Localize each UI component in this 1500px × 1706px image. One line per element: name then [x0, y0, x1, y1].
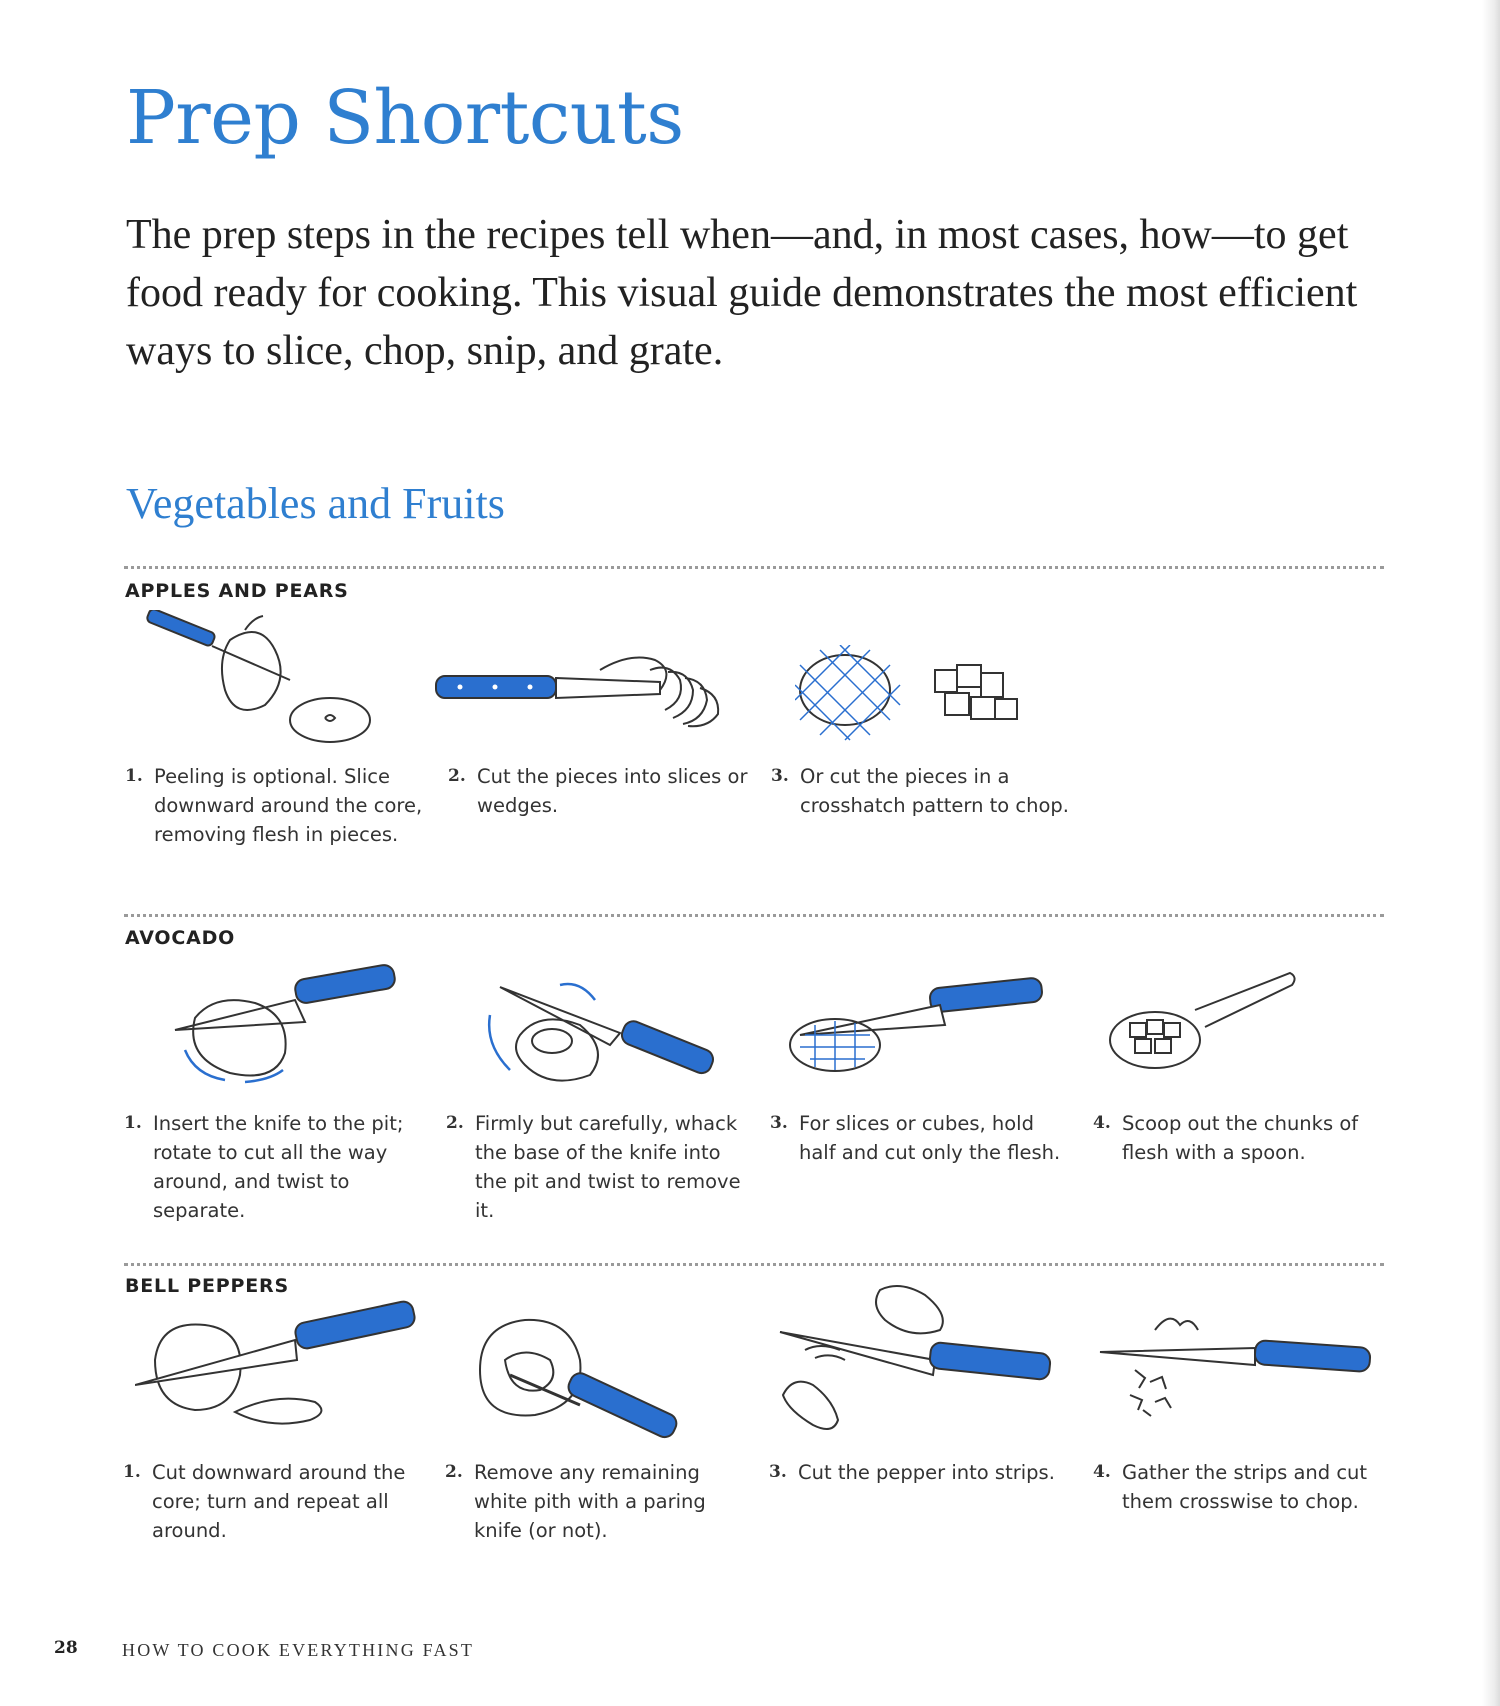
- step-text: Firmly but carefully, whack the base of the knife into the pit and twist to remove it.: [475, 1112, 741, 1222]
- avocado-step-1: [124, 1109, 424, 1225]
- step-number: 3.: [769, 1462, 787, 1482]
- avocado-step-3: [770, 1109, 1070, 1167]
- page-edge: [1482, 0, 1500, 1706]
- peppers-step-4: [1093, 1458, 1393, 1516]
- step-text: Cut downward around the core; turn and repeat all around.: [152, 1461, 406, 1542]
- apples-step-3: [771, 762, 1071, 820]
- avocado-cut-illustration: [165, 960, 405, 1090]
- pepper-core-illustration: [135, 1300, 425, 1435]
- step-number: 3.: [771, 766, 789, 786]
- pepper-strips-illustration: [775, 1280, 1055, 1440]
- pepper-chop-illustration: [1095, 1310, 1375, 1435]
- step-text: Cut the pepper into strips.: [798, 1461, 1055, 1484]
- section-heading-apples: APPLES AND PEARS: [125, 580, 349, 602]
- step-text: Remove any remaining white pith with a paring knife (or not).: [474, 1461, 706, 1542]
- peppers-step-2: [445, 1458, 745, 1545]
- section-title: Vegetables and Fruits: [126, 479, 505, 528]
- step-number: 2.: [445, 1462, 463, 1482]
- page-title: Prep Shortcuts: [126, 75, 684, 161]
- step-number: 2.: [448, 766, 466, 786]
- section-divider: [124, 914, 1384, 917]
- avocado-step-4: [1093, 1109, 1393, 1167]
- step-number: 4.: [1093, 1462, 1111, 1482]
- section-divider: [124, 566, 1384, 569]
- step-text: For slices or cubes, hold half and cut only the flesh.: [799, 1112, 1061, 1164]
- step-number: 3.: [770, 1113, 788, 1133]
- avocado-pit-illustration: [480, 975, 720, 1095]
- step-number: 1.: [123, 1462, 141, 1482]
- apples-step-2: [448, 762, 748, 820]
- apples-step-1: [125, 762, 425, 849]
- step-number: 1.: [124, 1113, 142, 1133]
- step-number: 4.: [1093, 1113, 1111, 1133]
- step-text: Or cut the pieces in a crosshatch pattern to chop.: [800, 765, 1070, 817]
- avocado-step-2: [446, 1109, 746, 1225]
- section-divider: [124, 1263, 1384, 1266]
- step-number: 1.: [125, 766, 143, 786]
- step-text: Peeling is optional. Slice downward around the core, removing flesh in pieces.: [154, 765, 423, 846]
- step-number: 2.: [446, 1113, 464, 1133]
- section-heading-bell-peppers: BELL PEPPERS: [125, 1275, 289, 1297]
- page-number: 28: [54, 1638, 78, 1658]
- section-heading-avocado: AVOCADO: [125, 927, 236, 949]
- apple-crosshatch-illustration: [795, 645, 1045, 745]
- step-text: Insert the knife to the pit; rotate to cut all the way around, and twist to separate.: [153, 1112, 404, 1222]
- step-text: Gather the strips and cut them crosswise to chop.: [1122, 1461, 1368, 1513]
- avocado-slice-illustration: [780, 975, 1050, 1085]
- peppers-step-1: [123, 1458, 423, 1545]
- running-footer: HOW TO COOK EVERYTHING FAST: [122, 1640, 475, 1660]
- step-text: Cut the pieces into slices or wedges.: [477, 765, 748, 817]
- apple-slice-illustration: [140, 610, 380, 750]
- step-text: Scoop out the chunks of flesh with a spoon.: [1122, 1112, 1359, 1164]
- apple-wedges-illustration: [430, 640, 760, 740]
- pepper-pith-illustration: [470, 1315, 690, 1440]
- intro-paragraph: The prep steps in the recipes tell when—and, in most cases, how—to get food ready for cooking. This visual guide demonstrates the most efficient ways to slice, chop, snip, and grate.: [126, 212, 1358, 374]
- avocado-scoop-illustration: [1105, 965, 1305, 1075]
- peppers-step-3: [769, 1458, 1069, 1487]
